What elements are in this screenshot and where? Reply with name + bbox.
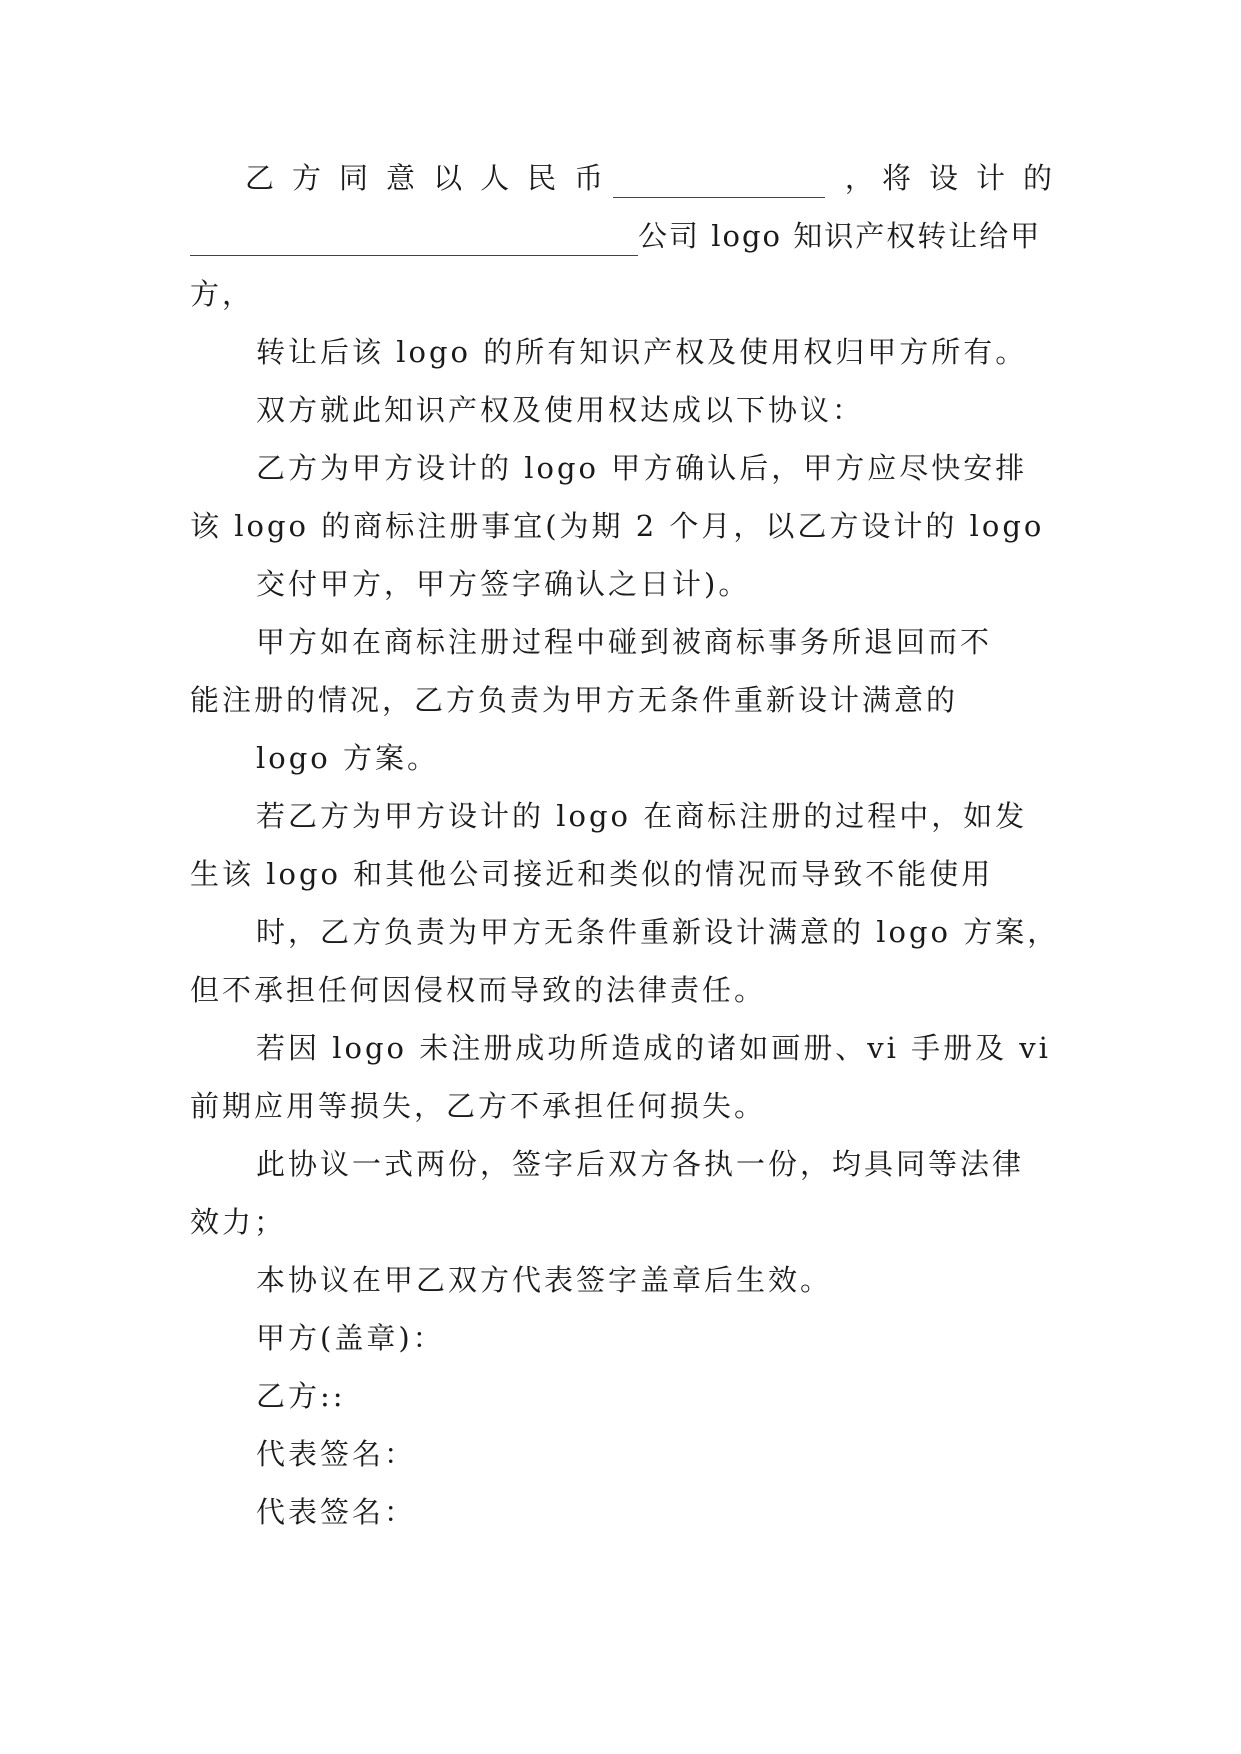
paragraph-8b: 效力； — [190, 1205, 287, 1239]
paragraph-4a: 乙方为甲方设计的 logo 甲方确认后，甲方应尽快安排 — [256, 451, 1028, 485]
contract-line-2 — [190, 216, 1041, 256]
paragraph-5c: logo 方案。 — [256, 741, 439, 775]
signature-party-a: 甲方(盖章)： — [256, 1321, 445, 1355]
paragraph-8a: 此协议一式两份，签字后双方各执一份，均具同等法律 — [256, 1147, 1025, 1181]
line1-char: 计 — [975, 161, 1005, 195]
paragraph-5b: 能注册的情况，乙方负责为甲方无条件重新设计满意的 — [190, 683, 959, 717]
line1-char: ， — [844, 161, 874, 195]
signature-party-b: 乙方:: — [256, 1379, 346, 1413]
paragraph-2: 转让后该 logo 的所有知识产权及使用权归甲方所有。 — [256, 335, 1028, 369]
paragraph-6a: 若乙方为甲方设计的 logo 在商标注册的过程中，如发 — [256, 799, 1028, 833]
paragraph-6c: 时，乙方负责为甲方无条件重新设计满意的 logo 方案， — [256, 915, 1060, 949]
line1-char: 以 — [433, 161, 463, 195]
line1-char: 方 — [292, 161, 322, 195]
line1-char: 人 — [480, 161, 510, 195]
paragraph-7b: 前期应用等损失，乙方不承担任何损失。 — [190, 1089, 767, 1123]
line1-char: 将 — [881, 161, 911, 195]
paragraph-4b: 该 logo 的商标注册事宜(为期 2 个月，以乙方设计的 logo — [190, 509, 1045, 543]
line1-char: 乙 — [245, 161, 275, 195]
signature-representative-1: 代表签名： — [256, 1437, 417, 1471]
contract-line-1 — [245, 158, 1052, 198]
price-blank — [613, 169, 825, 198]
signature-representative-2: 代表签名： — [256, 1495, 417, 1529]
paragraph-7a: 若因 logo 未注册成功所造成的诸如画册、vi 手册及 vi — [256, 1031, 1051, 1065]
paragraph-5a: 甲方如在商标注册过程中碰到被商标事务所退回而不 — [256, 625, 993, 659]
line1-char: 的 — [1022, 161, 1052, 195]
paragraph-9: 本协议在甲乙双方代表签字盖章后生效。 — [256, 1263, 833, 1297]
line1-char: 同 — [339, 161, 369, 195]
paragraph-6b: 生该 logo 和其他公司接近和类似的情况而导致不能使用 — [190, 857, 994, 891]
line1-char: 意 — [386, 161, 416, 195]
paragraph-4c: 交付甲方，甲方签字确认之日计)。 — [256, 567, 751, 601]
contract-line-3: 方， — [190, 277, 255, 311]
paragraph-3: 双方就此知识产权及使用权达成以下协议： — [256, 393, 865, 427]
line1-char: 民 — [527, 161, 557, 195]
company-blank — [190, 227, 638, 256]
line1-char: 设 — [928, 161, 958, 195]
line1-char: 币 — [574, 161, 604, 195]
line2-text: 公司 logo 知识产权转让给甲 — [638, 219, 1042, 253]
paragraph-6d: 但不承担任何因侵权而导致的法律责任。 — [190, 973, 767, 1007]
